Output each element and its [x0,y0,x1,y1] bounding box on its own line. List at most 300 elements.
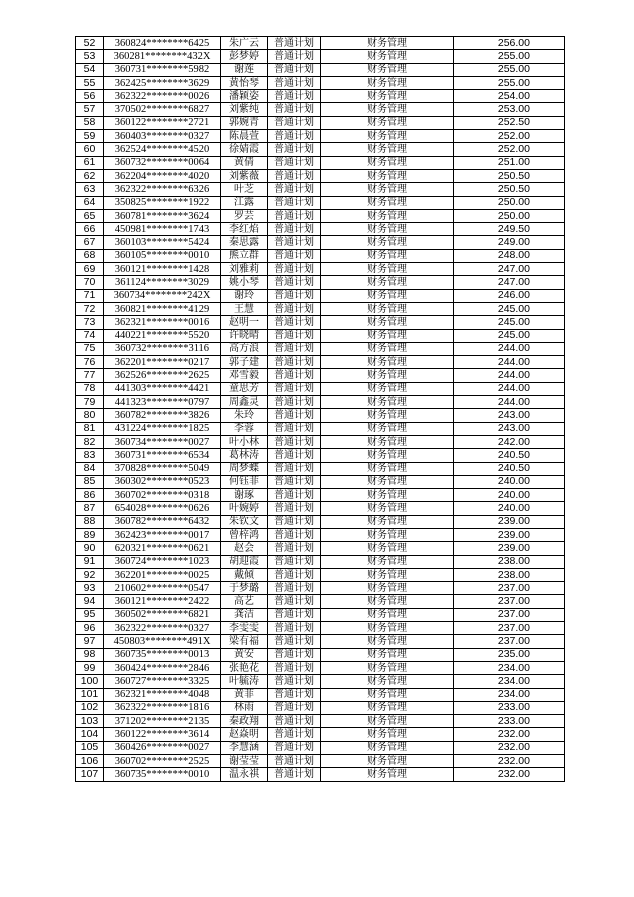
row-number-cell: 73 [76,316,104,329]
plan-type-cell: 普通计划 [268,675,321,688]
score-cell: 237.00 [454,622,565,635]
plan-type-cell: 普通计划 [268,37,321,50]
plan-type-cell: 普通计划 [268,90,321,103]
row-number-cell: 87 [76,502,104,515]
plan-type-cell: 普通计划 [268,741,321,754]
major-cell: 财务管理 [321,302,454,315]
name-cell: 周鑫灵 [221,396,268,409]
major-cell: 财务管理 [321,76,454,89]
score-cell: 247.00 [454,276,565,289]
row-number-cell: 52 [76,37,104,50]
id-number-cell: 362526********2625 [104,369,221,382]
name-cell: 赵明一 [221,316,268,329]
table-row [76,542,565,555]
name-cell: 刘紫薇 [221,169,268,182]
score-cell: 250.50 [454,169,565,182]
score-cell: 245.00 [454,316,565,329]
score-cell: 247.00 [454,263,565,276]
id-number-cell: 362322********0026 [104,90,221,103]
table-row [76,768,565,781]
plan-type-cell: 普通计划 [268,502,321,515]
row-number-cell: 88 [76,515,104,528]
plan-type-cell: 普通计划 [268,622,321,635]
major-cell: 财务管理 [321,768,454,781]
row-number-cell: 66 [76,223,104,236]
score-cell: 237.00 [454,635,565,648]
plan-type-cell: 普通计划 [268,635,321,648]
table-row [76,329,565,342]
score-cell: 232.00 [454,768,565,781]
row-number-cell: 71 [76,289,104,302]
id-number-cell: 440221********5520 [104,329,221,342]
table-row [76,489,565,502]
major-cell: 财务管理 [321,116,454,129]
name-cell: 高艺 [221,595,268,608]
id-number-cell: 360424********2846 [104,661,221,674]
score-cell: 237.00 [454,582,565,595]
name-cell: 邓雪毅 [221,369,268,382]
name-cell: 戴倾 [221,568,268,581]
major-cell: 财务管理 [321,316,454,329]
row-number-cell: 92 [76,568,104,581]
score-cell: 234.00 [454,688,565,701]
plan-type-cell: 普通计划 [268,183,321,196]
name-cell: 朱玲 [221,409,268,422]
row-number-cell: 55 [76,76,104,89]
name-cell: 徐婧霞 [221,143,268,156]
major-cell: 财务管理 [321,103,454,116]
name-cell: 彭梦婷 [221,50,268,63]
major-cell: 财务管理 [321,169,454,182]
major-cell: 财务管理 [321,409,454,422]
plan-type-cell: 普通计划 [268,555,321,568]
score-cell: 244.00 [454,356,565,369]
major-cell: 财务管理 [321,715,454,728]
major-cell: 财务管理 [321,382,454,395]
major-cell: 财务管理 [321,502,454,515]
plan-type-cell: 普通计划 [268,209,321,222]
id-number-cell: 360782********6432 [104,515,221,528]
score-cell: 233.00 [454,701,565,714]
name-cell: 谢玲 [221,289,268,302]
score-cell: 234.00 [454,661,565,674]
plan-type-cell: 普通计划 [268,263,321,276]
score-cell: 254.00 [454,90,565,103]
major-cell: 财务管理 [321,568,454,581]
table-row [76,648,565,661]
score-cell: 250.00 [454,196,565,209]
major-cell: 财务管理 [321,701,454,714]
major-cell: 财务管理 [321,356,454,369]
major-cell: 财务管理 [321,648,454,661]
id-number-cell: 360302********0523 [104,475,221,488]
major-cell: 财务管理 [321,449,454,462]
table-row [76,223,565,236]
row-number-cell: 91 [76,555,104,568]
name-cell: 郭婉青 [221,116,268,129]
table-row [76,422,565,435]
row-number-cell: 89 [76,528,104,541]
row-number-cell: 58 [76,116,104,129]
score-cell: 234.00 [454,675,565,688]
major-cell: 财务管理 [321,755,454,768]
major-cell: 财务管理 [321,595,454,608]
row-number-cell: 53 [76,50,104,63]
score-cell: 251.00 [454,156,565,169]
name-cell: 李雯雯 [221,622,268,635]
table-row [76,63,565,76]
row-number-cell: 69 [76,263,104,276]
major-cell: 财务管理 [321,435,454,448]
id-number-cell: 441323********0797 [104,396,221,409]
plan-type-cell: 普通计划 [268,249,321,262]
name-cell: 黄倩 [221,156,268,169]
plan-type-cell: 普通计划 [268,728,321,741]
name-cell: 曾梓鸿 [221,528,268,541]
plan-type-cell: 普通计划 [268,302,321,315]
major-cell: 财务管理 [321,329,454,342]
plan-type-cell: 普通计划 [268,688,321,701]
score-cell: 244.00 [454,382,565,395]
id-number-cell: 362423********0017 [104,528,221,541]
row-number-cell: 84 [76,462,104,475]
plan-type-cell: 普通计划 [268,276,321,289]
major-cell: 财务管理 [321,63,454,76]
row-number-cell: 101 [76,688,104,701]
id-number-cell: 360782********3826 [104,409,221,422]
table-row [76,728,565,741]
name-cell: 叶婉婷 [221,502,268,515]
score-cell: 244.00 [454,369,565,382]
row-number-cell: 99 [76,661,104,674]
name-cell: 赵会 [221,542,268,555]
score-cell: 255.00 [454,63,565,76]
score-cell: 243.00 [454,409,565,422]
table-row [76,196,565,209]
score-cell: 249.50 [454,223,565,236]
id-number-cell: 361124********3029 [104,276,221,289]
table-row [76,302,565,315]
score-cell: 250.00 [454,209,565,222]
id-number-cell: 362321********0016 [104,316,221,329]
id-number-cell: 360781********3624 [104,209,221,222]
row-number-cell: 70 [76,276,104,289]
row-number-cell: 80 [76,409,104,422]
score-cell: 243.00 [454,422,565,435]
row-number-cell: 78 [76,382,104,395]
table-row [76,130,565,143]
name-cell: 刘雅莉 [221,263,268,276]
id-number-cell: 360122********3614 [104,728,221,741]
plan-type-cell: 普通计划 [268,223,321,236]
plan-type-cell: 普通计划 [268,236,321,249]
row-number-cell: 54 [76,63,104,76]
row-number-cell: 96 [76,622,104,635]
id-number-cell: 370502********6827 [104,103,221,116]
table-row [76,608,565,621]
row-number-cell: 65 [76,209,104,222]
score-cell: 242.00 [454,435,565,448]
table-row [76,595,565,608]
score-cell: 238.00 [454,568,565,581]
plan-type-cell: 普通计划 [268,422,321,435]
table-row [76,409,565,422]
name-cell: 于梦璐 [221,582,268,595]
name-cell: 江露 [221,196,268,209]
major-cell: 财务管理 [321,183,454,196]
table-row [76,555,565,568]
row-number-cell: 61 [76,156,104,169]
table-row [76,688,565,701]
score-cell: 239.00 [454,515,565,528]
score-cell: 244.00 [454,342,565,355]
table-row [76,76,565,89]
name-cell: 谢莲 [221,63,268,76]
score-cell: 245.00 [454,302,565,315]
table-row [76,741,565,754]
id-number-cell: 360727********3325 [104,675,221,688]
name-cell: 童思芳 [221,382,268,395]
table-row [76,169,565,182]
table-row [76,276,565,289]
row-number-cell: 103 [76,715,104,728]
major-cell: 财务管理 [321,289,454,302]
plan-type-cell: 普通计划 [268,63,321,76]
table-row [76,356,565,369]
plan-type-cell: 普通计划 [268,342,321,355]
major-cell: 财务管理 [321,489,454,502]
id-number-cell: 362425********3629 [104,76,221,89]
name-cell: 何钰菲 [221,475,268,488]
name-cell: 刘紫纯 [221,103,268,116]
score-cell: 246.00 [454,289,565,302]
plan-type-cell: 普通计划 [268,449,321,462]
score-cell: 233.00 [454,715,565,728]
score-cell: 240.50 [454,449,565,462]
name-cell: 李红焰 [221,223,268,236]
table-row [76,449,565,462]
table-row [76,209,565,222]
table-row [76,661,565,674]
id-number-cell: 360403********0327 [104,130,221,143]
major-cell: 财务管理 [321,475,454,488]
row-number-cell: 60 [76,143,104,156]
major-cell: 财务管理 [321,688,454,701]
table-row [76,316,565,329]
plan-type-cell: 普通计划 [268,143,321,156]
plan-type-cell: 普通计划 [268,76,321,89]
plan-type-cell: 普通计划 [268,382,321,395]
name-cell: 熊立群 [221,249,268,262]
major-cell: 财务管理 [321,209,454,222]
table-row [76,249,565,262]
plan-type-cell: 普通计划 [268,116,321,129]
id-number-cell: 360731********6534 [104,449,221,462]
score-cell: 239.00 [454,542,565,555]
table-row [76,475,565,488]
id-number-cell: 362201********0025 [104,568,221,581]
major-cell: 财务管理 [321,263,454,276]
id-number-cell: 360732********0064 [104,156,221,169]
major-cell: 财务管理 [321,675,454,688]
table-row [76,342,565,355]
major-cell: 财务管理 [321,515,454,528]
plan-type-cell: 普通计划 [268,515,321,528]
major-cell: 财务管理 [321,130,454,143]
table-row [76,462,565,475]
name-cell: 谢莹莹 [221,755,268,768]
major-cell: 财务管理 [321,728,454,741]
id-number-cell: 362322********1816 [104,701,221,714]
name-cell: 秦政翔 [221,715,268,728]
score-cell: 252.50 [454,116,565,129]
name-cell: 温永祺 [221,768,268,781]
name-cell: 秦思露 [221,236,268,249]
admission-list-table [75,36,565,782]
table-row [76,435,565,448]
table-row [76,568,565,581]
major-cell: 财务管理 [321,223,454,236]
table-row [76,515,565,528]
name-cell: 葛林涛 [221,449,268,462]
plan-type-cell: 普通计划 [268,608,321,621]
name-cell: 罗芸 [221,209,268,222]
row-number-cell: 82 [76,435,104,448]
major-cell: 财务管理 [321,635,454,648]
table-row [76,103,565,116]
row-number-cell: 62 [76,169,104,182]
table-row [76,382,565,395]
name-cell: 朱钦文 [221,515,268,528]
id-number-cell: 350825********1922 [104,196,221,209]
plan-type-cell: 普通计划 [268,329,321,342]
id-number-cell: 360105********0010 [104,249,221,262]
table-row [76,156,565,169]
id-number-cell: 360731********5982 [104,63,221,76]
id-number-cell: 360734********242X [104,289,221,302]
major-cell: 财务管理 [321,396,454,409]
name-cell: 胡迎霞 [221,555,268,568]
row-number-cell: 75 [76,342,104,355]
row-number-cell: 93 [76,582,104,595]
row-number-cell: 107 [76,768,104,781]
table-row [76,50,565,63]
major-cell: 财务管理 [321,90,454,103]
plan-type-cell: 普通计划 [268,50,321,63]
plan-type-cell: 普通计划 [268,103,321,116]
name-cell: 潘颖姿 [221,90,268,103]
plan-type-cell: 普通计划 [268,475,321,488]
id-number-cell: 360732********3116 [104,342,221,355]
table-row [76,183,565,196]
id-number-cell: 362204********4020 [104,169,221,182]
id-number-cell: 362322********6326 [104,183,221,196]
major-cell: 财务管理 [321,249,454,262]
plan-type-cell: 普通计划 [268,542,321,555]
major-cell: 财务管理 [321,462,454,475]
table-row [76,622,565,635]
row-number-cell: 77 [76,369,104,382]
plan-type-cell: 普通计划 [268,435,321,448]
id-number-cell: 441303********4421 [104,382,221,395]
score-cell: 240.00 [454,475,565,488]
name-cell: 叶小林 [221,435,268,448]
name-cell: 郭子建 [221,356,268,369]
table-row [76,90,565,103]
id-number-cell: 360735********0010 [104,768,221,781]
name-cell: 姚小琴 [221,276,268,289]
id-number-cell: 620321********0621 [104,542,221,555]
name-cell: 叶毓涛 [221,675,268,688]
name-cell: 赵焱明 [221,728,268,741]
plan-type-cell: 普通计划 [268,169,321,182]
plan-type-cell: 普通计划 [268,316,321,329]
plan-type-cell: 普通计划 [268,701,321,714]
score-cell: 252.00 [454,143,565,156]
major-cell: 财务管理 [321,276,454,289]
name-cell: 黄怡琴 [221,76,268,89]
name-cell: 高方浪 [221,342,268,355]
id-number-cell: 371202********2135 [104,715,221,728]
row-number-cell: 98 [76,648,104,661]
score-cell: 250.50 [454,183,565,196]
row-number-cell: 94 [76,595,104,608]
row-number-cell: 79 [76,396,104,409]
plan-type-cell: 普通计划 [268,568,321,581]
id-number-cell: 360281********432X [104,50,221,63]
id-number-cell: 360702********2525 [104,755,221,768]
plan-type-cell: 普通计划 [268,289,321,302]
row-number-cell: 85 [76,475,104,488]
id-number-cell: 362524********4520 [104,143,221,156]
plan-type-cell: 普通计划 [268,715,321,728]
id-number-cell: 360426********0027 [104,741,221,754]
row-number-cell: 86 [76,489,104,502]
score-cell: 232.00 [454,728,565,741]
row-number-cell: 67 [76,236,104,249]
table-row [76,116,565,129]
score-cell: 256.00 [454,37,565,50]
id-number-cell: 360824********6425 [104,37,221,50]
major-cell: 财务管理 [321,37,454,50]
plan-type-cell: 普通计划 [268,356,321,369]
table-row [76,755,565,768]
score-cell: 240.50 [454,462,565,475]
table-row [76,143,565,156]
row-number-cell: 83 [76,449,104,462]
plan-type-cell: 普通计划 [268,661,321,674]
plan-type-cell: 普通计划 [268,489,321,502]
id-number-cell: 450981********1743 [104,223,221,236]
table-row [76,236,565,249]
name-cell: 陈晨萱 [221,130,268,143]
score-cell: 245.00 [454,329,565,342]
id-number-cell: 360103********5424 [104,236,221,249]
id-number-cell: 360122********2721 [104,116,221,129]
id-number-cell: 654028********0626 [104,502,221,515]
score-cell: 235.00 [454,648,565,661]
row-number-cell: 90 [76,542,104,555]
name-cell: 谢琢 [221,489,268,502]
score-cell: 237.00 [454,595,565,608]
row-number-cell: 105 [76,741,104,754]
row-number-cell: 81 [76,422,104,435]
name-cell: 王慧 [221,302,268,315]
score-cell: 244.00 [454,396,565,409]
major-cell: 财务管理 [321,342,454,355]
major-cell: 财务管理 [321,50,454,63]
row-number-cell: 74 [76,329,104,342]
